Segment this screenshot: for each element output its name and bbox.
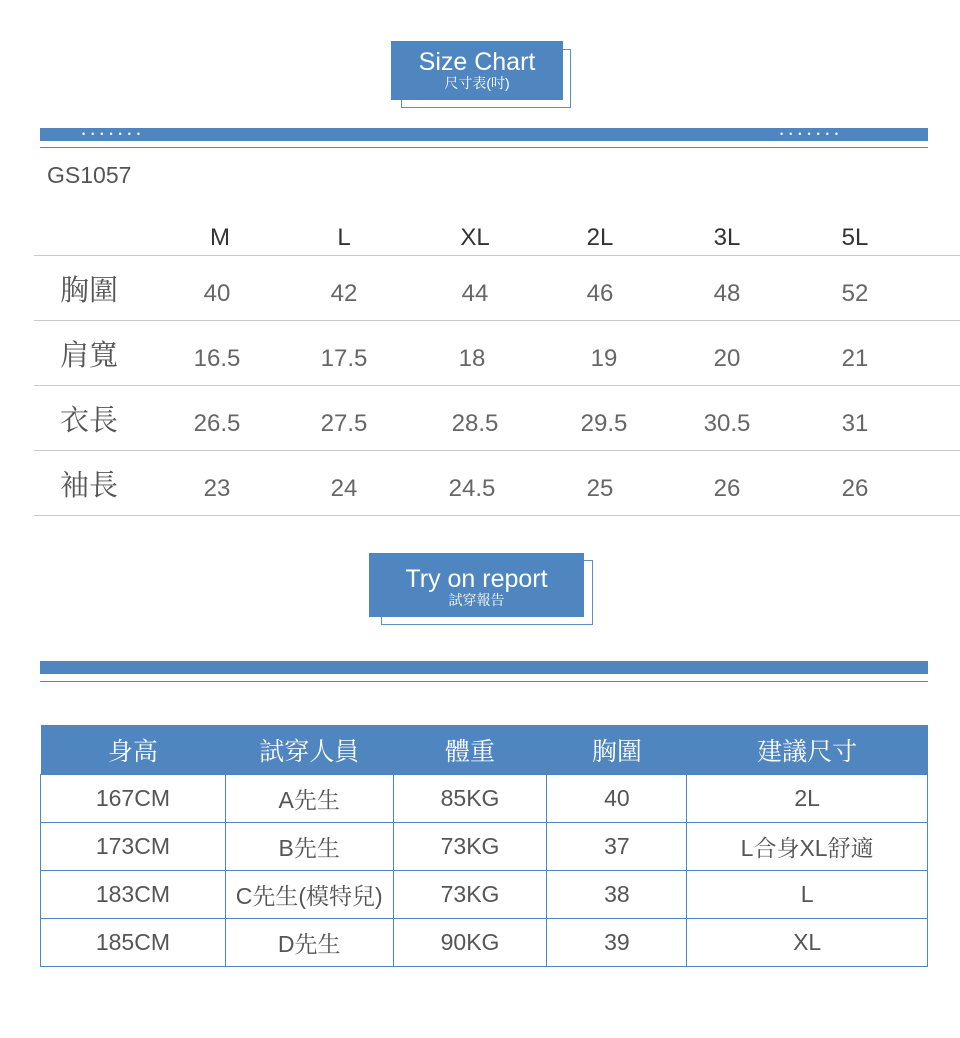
table-cell: 40 bbox=[547, 775, 687, 823]
table-cell: 37 bbox=[547, 823, 687, 871]
size-value: 24 bbox=[330, 475, 358, 502]
table-cell: B先生 bbox=[225, 823, 393, 871]
size-value: 29.5 bbox=[580, 410, 628, 437]
size-value: 24.5 bbox=[448, 475, 496, 502]
table-cell: 173CM bbox=[41, 823, 226, 871]
size-value: 40 bbox=[203, 280, 231, 307]
table-cell: 183CM bbox=[41, 871, 226, 919]
header-band-line bbox=[40, 147, 928, 148]
size-value: 27.5 bbox=[320, 410, 368, 437]
size-row-sleeve bbox=[34, 451, 960, 516]
dots-decoration-left: ••••••• bbox=[82, 129, 147, 139]
size-value: 42 bbox=[330, 280, 358, 307]
size-value: 28.5 bbox=[451, 410, 499, 437]
title-box-panel bbox=[369, 553, 584, 617]
size-value: 26 bbox=[841, 475, 869, 502]
size-header-cell: 3L bbox=[713, 224, 741, 251]
try-on-title-box bbox=[369, 553, 594, 626]
table-cell: 90KG bbox=[393, 919, 547, 967]
dots-decoration-right: ••••••• bbox=[780, 129, 845, 139]
header-tester: 試穿人員 bbox=[225, 725, 393, 775]
table-row bbox=[41, 919, 928, 967]
table-row bbox=[41, 823, 928, 871]
size-header-row bbox=[34, 200, 960, 256]
table-cell: 73KG bbox=[393, 871, 547, 919]
table-cell: L bbox=[687, 871, 928, 919]
header-weight: 體重 bbox=[393, 725, 547, 775]
size-row-label: 胸圍 bbox=[60, 275, 119, 307]
table-cell: C先生(模特兒) bbox=[225, 871, 393, 919]
size-row-length bbox=[34, 386, 960, 451]
size-chart-title: Size Chart bbox=[418, 48, 536, 76]
try-on-title: Try on report bbox=[405, 565, 548, 593]
size-row-label: 肩寬 bbox=[60, 340, 119, 372]
table-cell: 185CM bbox=[41, 919, 226, 967]
try-on-table bbox=[40, 725, 928, 967]
size-header-cell: 5L bbox=[841, 224, 869, 251]
header-band bbox=[40, 128, 928, 141]
size-header-cell: L bbox=[337, 224, 351, 251]
size-row-label: 衣長 bbox=[60, 405, 119, 437]
size-value: 26.5 bbox=[193, 410, 241, 437]
table-cell: XL bbox=[687, 919, 928, 967]
size-chart-table bbox=[34, 200, 960, 516]
title-box-panel bbox=[391, 41, 563, 100]
table-cell: 167CM bbox=[41, 775, 226, 823]
try-on-header-row bbox=[41, 725, 928, 775]
size-value: 26 bbox=[713, 475, 741, 502]
size-value: 44 bbox=[461, 280, 489, 307]
table-cell: A先生 bbox=[225, 775, 393, 823]
product-code: GS1057 bbox=[47, 162, 132, 188]
table-row bbox=[41, 871, 928, 919]
table-cell: 2L bbox=[687, 775, 928, 823]
size-chart-subtitle: 尺寸表(吋) bbox=[444, 75, 510, 91]
size-value: 46 bbox=[586, 280, 614, 307]
size-value: 30.5 bbox=[703, 410, 751, 437]
size-value: 16.5 bbox=[193, 345, 241, 372]
size-header-cell: M bbox=[210, 224, 230, 251]
size-row-label: 袖長 bbox=[60, 470, 119, 502]
table-cell: D先生 bbox=[225, 919, 393, 967]
header-chest: 胸圍 bbox=[547, 725, 687, 775]
size-value: 31 bbox=[841, 410, 869, 437]
header-suggested-size: 建議尺寸 bbox=[687, 725, 928, 775]
size-value: 17.5 bbox=[320, 345, 368, 372]
try-on-subtitle: 試穿報告 bbox=[448, 592, 505, 608]
size-value: 48 bbox=[713, 280, 741, 307]
size-value: 18 bbox=[458, 345, 486, 372]
header-height: 身高 bbox=[41, 725, 226, 775]
size-value: 21 bbox=[841, 345, 869, 372]
size-value: 23 bbox=[203, 475, 231, 502]
size-value: 52 bbox=[841, 280, 869, 307]
section-band bbox=[40, 661, 928, 674]
table-cell: 39 bbox=[547, 919, 687, 967]
size-chart-title-box bbox=[391, 41, 571, 108]
size-row-shoulder bbox=[34, 321, 960, 386]
size-value: 20 bbox=[713, 345, 741, 372]
section-band-line bbox=[40, 681, 928, 682]
table-cell: 73KG bbox=[393, 823, 547, 871]
table-cell: 85KG bbox=[393, 775, 547, 823]
table-cell: L合身XL舒適 bbox=[687, 823, 928, 871]
table-row bbox=[41, 775, 928, 823]
size-header-cell: 2L bbox=[586, 224, 614, 251]
size-header-cell: XL bbox=[460, 224, 490, 251]
size-value: 25 bbox=[586, 475, 614, 502]
table-cell: 38 bbox=[547, 871, 687, 919]
size-value: 19 bbox=[590, 345, 618, 372]
size-row-chest bbox=[34, 256, 960, 321]
